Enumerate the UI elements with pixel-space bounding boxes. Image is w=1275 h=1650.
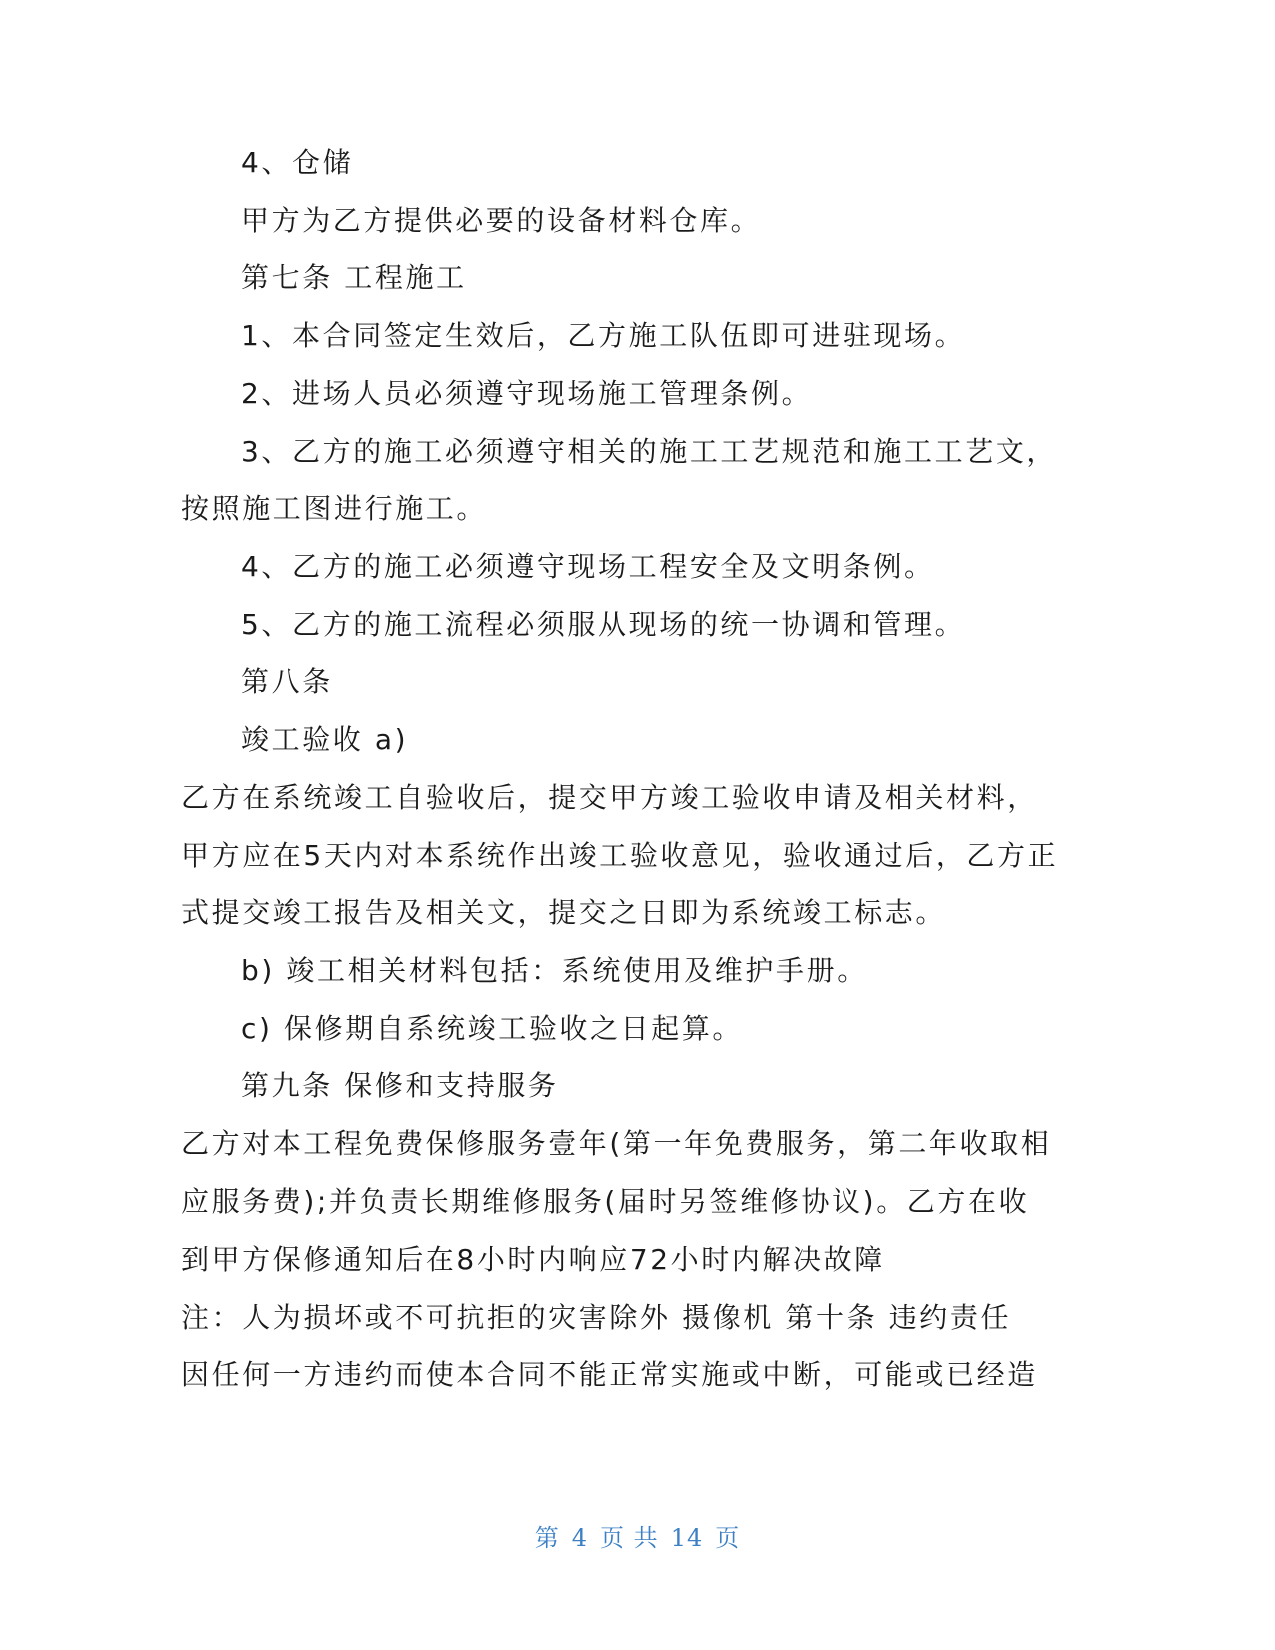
- article-heading: 第八条: [241, 665, 333, 698]
- total-pages-number: 14: [670, 1524, 704, 1552]
- page-label-suffix: 页: [715, 1524, 741, 1552]
- paragraph-line: 按照施工图进行施工。: [181, 492, 488, 525]
- paragraph-line: 4、乙方的施工必须遵守现场工程安全及文明条例。: [241, 550, 935, 583]
- page-footer: [0, 1523, 1275, 1553]
- paragraph-line: 乙方在系统竣工自验收后，提交甲方竣工验收申请及相关材料，: [181, 781, 1038, 814]
- paragraph-line: 应服务费);并负责长期维修服务(届时另签维修协议)。乙方在收: [181, 1185, 1030, 1218]
- paragraph-line: c) 保修期自系统竣工验收之日起算。: [241, 1012, 744, 1045]
- paragraph-line: 2、进场人员必须遵守现场施工管理条例。: [241, 377, 813, 410]
- article-heading: 第七条 工程施工: [241, 261, 467, 294]
- paragraph-line: 甲方为乙方提供必要的设备材料仓库。: [241, 204, 762, 237]
- paragraph-line: 甲方应在5天内对本系统作出竣工验收意见，验收通过后，乙方正: [181, 839, 1059, 872]
- paragraph-line: 竣工验收 a): [241, 723, 409, 756]
- paragraph-line: 乙方对本工程免费保修服务壹年(第一年免费服务，第二年收取相: [181, 1127, 1052, 1160]
- section-heading: 4、仓储: [241, 146, 354, 179]
- paragraph-line: 到甲方保修通知后在8小时内响应72小时内解决故障: [181, 1243, 885, 1276]
- paragraph-line: 5、乙方的施工流程必须服从现场的统一协调和管理。: [241, 608, 966, 641]
- paragraph-line: 3、乙方的施工必须遵守相关的施工工艺规范和施工工艺文，: [241, 435, 1058, 468]
- page-label-prefix: 第: [534, 1524, 560, 1552]
- current-page-number: 4: [571, 1524, 589, 1552]
- paragraph-line: 注：人为损坏或不可抗拒的灾害除外 摄像机 第十条 违约责任: [181, 1301, 1012, 1334]
- article-heading: 第九条 保修和支持服务: [241, 1069, 559, 1102]
- paragraph-line: 式提交竣工报告及相关文，提交之日即为系统竣工标志。: [181, 896, 947, 929]
- paragraph-line: 1、本合同签定生效后，乙方施工队伍即可进驻现场。: [241, 319, 966, 352]
- page-label-mid: 页 共: [600, 1524, 659, 1552]
- paragraph-line: 因任何一方违约而使本合同不能正常实施或中断，可能或已经造: [181, 1358, 1038, 1391]
- paragraph-line: b) 竣工相关材料包括：系统使用及维护手册。: [241, 954, 868, 987]
